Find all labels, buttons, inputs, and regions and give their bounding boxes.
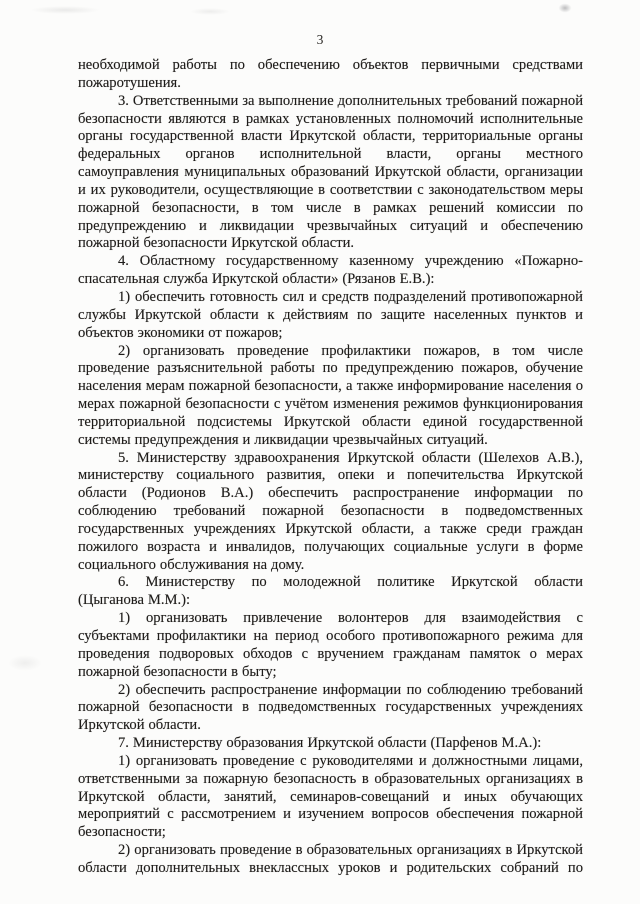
text-line: государственных учреждениях Иркутской области, а также среди граждан	[78, 520, 583, 537]
text-line: 2) обеспечить распространение информации по соблюдению требований	[118, 681, 583, 698]
text-line: и их руководители, осуществляющие в соответствии с законодательством меры	[78, 181, 583, 198]
text-line: пожаротушения.	[78, 74, 181, 91]
text-line: области (Родионов В.А.) обеспечить распространение информации по	[78, 485, 583, 502]
text-line: мероприятий с рассмотрением и изучением вопросов обеспечения пожарной	[78, 806, 583, 823]
paragraph	[78, 610, 583, 681]
paragraph	[78, 682, 583, 736]
paragraph	[78, 57, 583, 93]
text-line: спасательная служба Иркутской области» (Рязанов Е.В.):	[78, 271, 435, 288]
text-line: системы предупреждения и ликвидации чрезвычайных ситуаций.	[78, 431, 488, 448]
text-line: населения мерам пожарной безопасности, а также информирование населения о	[78, 378, 583, 395]
scan-artifact	[190, 8, 230, 15]
text-line: социального обслуживания на дому.	[78, 556, 305, 573]
text-line: Иркутской области.	[78, 717, 201, 734]
text-line: 1) обеспечить готовность сил и средств подразделений противопожарной	[118, 288, 583, 305]
text-line: безопасности;	[78, 824, 166, 841]
paragraph	[78, 343, 583, 450]
page-number: 3	[316, 32, 324, 47]
text-line: безопасности являются в рамках установленных полномочий исполнительные	[78, 110, 583, 127]
paragraph	[78, 93, 583, 254]
text-line: органы государственной власти Иркутской области, территориальные органы	[78, 128, 583, 145]
paragraph	[78, 842, 583, 878]
text-line: субъектами профилактики на период особого противопожарного режима для	[78, 628, 583, 644]
text-line: проведения подворовых обходов с вручением гражданам памяток о мерах	[78, 645, 583, 662]
text-line: мерах пожарной безопасности с учётом изменения режимов функционирования	[78, 396, 583, 413]
text-line: 2) организовать проведение в образовательных организациях в Иркутской	[118, 842, 583, 859]
text-line: объектов экономики от пожаров;	[78, 324, 283, 341]
text-line: 4. Областному государственному казенному учреждению «Пожарно-	[118, 253, 583, 270]
text-line: министерству социального развития, опеки и попечительства Иркутской	[78, 467, 583, 484]
text-line: федеральных органов исполнительной власти, органы местного	[78, 146, 583, 163]
text-line: соблюдению требований пожарной безопасности в подведомственных	[78, 503, 583, 520]
text-line: (Цыганова М.М.):	[78, 592, 191, 609]
text-line: 2) организовать проведение профилактики пожаров, в том числе	[118, 342, 583, 359]
paragraph	[78, 735, 583, 753]
text-line: пожилого возраста и инвалидов, получающих социальные услуги в форме	[78, 538, 583, 555]
paragraph	[78, 450, 583, 575]
text-line: пожарной безопасности в быту;	[78, 663, 277, 680]
text-line: 7. Министерству образования Иркутской области (Парфенов М.А.):	[118, 735, 542, 752]
scan-artifact	[30, 6, 100, 14]
paragraph	[78, 574, 583, 610]
text-line: самоуправления муниципальных образований Иркутской области, организации	[78, 164, 583, 181]
text-line: Иркутской области, занятий, семинаров-совещаний и иных обучающих	[78, 788, 583, 805]
text-line: пожарной безопасности Иркутской области.	[78, 235, 355, 252]
paragraph	[78, 253, 583, 289]
paragraph	[78, 753, 583, 842]
text-line: проведение разъяснительной работы по предупреждению пожаров, обучение	[78, 360, 583, 377]
text-line: 3. Ответственными за выполнение дополнительных требований пожарной	[118, 92, 583, 109]
text-line: необходимой работы по обеспечению объектов первичными средствами	[78, 57, 583, 73]
text-line: 5. Министерству здравоохранения Иркутской области (Шелехов А.В.),	[118, 449, 583, 466]
text-line: области дополнительных внеклассных уроков и родительских собраний по	[78, 859, 583, 876]
text-line: службы Иркутской области к действиям по защите населенных пунктов и	[78, 306, 583, 323]
scan-artifact	[8, 655, 42, 671]
text-line: 1) организовать привлечение волонтеров для взаимодействия с	[118, 610, 583, 627]
text-line: 1) организовать проведение с руководителями и должностными лицами,	[118, 752, 583, 769]
scan-artifact	[558, 3, 572, 13]
document-body	[78, 57, 583, 878]
text-line: предупреждению и ликвидации чрезвычайных ситуаций и обеспечению	[78, 217, 583, 234]
text-line: ответственными за пожарную безопасность в образовательных организациях в	[78, 770, 583, 787]
text-line: 6. Министерству по молодежной политике Иркутской области	[118, 574, 583, 591]
text-line: территориальной подсистемы Иркутской области единой государственной	[78, 413, 583, 430]
text-line: пожарной безопасности в подведомственных государственных учреждениях	[78, 699, 583, 716]
paragraph	[78, 289, 583, 343]
text-line: пожарной безопасности, в том числе в рамках решений комиссии по	[78, 199, 583, 216]
